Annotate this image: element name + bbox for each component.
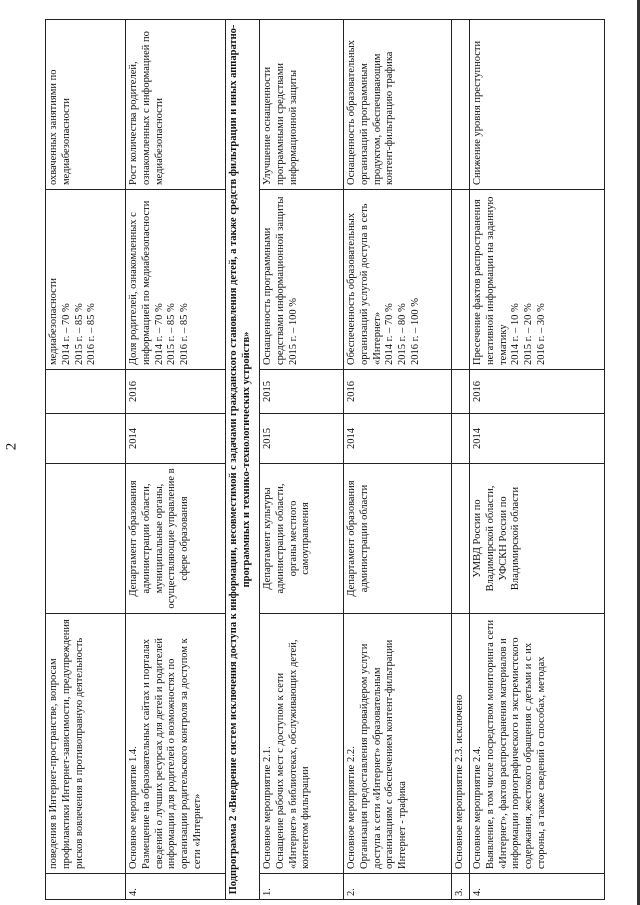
measure-cell: Основное мероприятие 2.1. Оснащение рабочих мест с доступом к сети «Интернет» в библиотеках, обслуживающих детей, контентом фильтрации [260,614,344,874]
row-number: 3. [452,874,470,900]
table-row [126,20,226,900]
indicator-cell: медиабезопасности 2014 г. – 70 % 2015 г. – 85 % 2016 г. – 85 % [46,190,126,370]
table-row [470,20,605,900]
table-row [452,20,470,900]
row-number: 2. [344,874,452,900]
table-row [260,20,344,900]
row-number: 4. [470,874,605,900]
end-year-cell: 2016 [470,370,605,414]
executor-cell: Департамент образования администрации области [344,464,452,614]
row-number [46,874,126,900]
end-year-cell [46,370,126,414]
executor-cell: Департамент образования администрации области, муниципальные органы, осуществляющие управление в сфере образования [126,464,226,614]
result-cell: Снижение уровня преступности [470,20,605,190]
program-table [45,19,605,900]
result-cell: Рост количества родителей, ознакомленных с информацией по медиабезопасности [126,20,226,190]
executor-cell: УМВД России по Владимирской области, УФСКН России по Владимирской области [470,464,605,614]
indicator-cell: Оснащенность программными средствами информационной защиты 2015 г. – 100 % [260,190,344,370]
end-year-cell: 2016 [344,370,452,414]
end-year-cell: 2016 [126,370,226,414]
indicator-cell: Обеспеченность образовательных организаций услугой доступа в сеть «Интернет» 2014 г. – 70 % 2015 г. – 80 % 2016 г. – 100 % [344,190,452,370]
row-number: 4. [126,874,226,900]
executor-cell [452,464,470,614]
start-year-cell: 2014 [344,414,452,464]
indicator-cell: Пресечение фактов распространения негативной информации на заданную тематику 2014 г. – 10 % 2015 г. – 20 % 2016 г. – 30 % [470,190,605,370]
executor-cell [46,464,126,614]
end-year-cell: 2015 [260,370,344,414]
indicator-cell: Доля родителей, ознакомленных с информацией по медиабезопасности 2014 г. – 70 % 2015 г. – 85 % 2016 г. – 85 % [126,190,226,370]
result-cell: Оснащенность образовательных организаций программным продуктом, обеспечивающим контент-фильтрацию трафика [344,20,452,190]
subprogram-row [226,20,260,900]
page-number: 2 [3,442,20,451]
result-cell: Улучшение оснащенности программными средствами информационной защиты [260,20,344,190]
table-row [46,20,126,900]
row-number: 1. [260,874,344,900]
table-row [344,20,452,900]
measure-cell: Основное мероприятие 2.4. Выявление, в том числе посредством мониторинга сети «Интернет», фактов распространения материалов и информации порнографического и экстремистского содержания, жестокого обращения с детьми и с их стороны, а также сведений о способах, методах [470,614,605,874]
subprogram-title: Подпрограмма 2 «Внедрение систем исключения доступа к информации, несовместимой с задачами гражданского становления детей, а также средств фильтрации и иных аппаратно-программных и технико-технологических устройств» [226,20,260,900]
measure-cell: Основное мероприятие 1.4. Размещение на образовательных сайтах и порталах сведений о лучших ресурсах для детей и родителей информации для родителей о возможностях по организации родительского контроля за доступом к сети «Интернет» [126,614,226,874]
measure-cell: Основное мероприятие 2.2. Организация предоставления провайдером услуги доступа к сети «Интернет» образовательным организациям с обеспечением контент-фильтрации Интернет - трафика [344,614,452,874]
result-cell [452,20,470,190]
start-year-cell [46,414,126,464]
executor-cell: Департамент культуры администрации области, органы местного самоуправления [260,464,344,614]
start-year-cell: 2014 [470,414,605,464]
measure-cell: поведения в Интернет-пространстве, вопросам профилактики Интернет-зависимости, предупреждения рисков вовлечения в противоправную деятельность [46,614,126,874]
end-year-cell [452,370,470,414]
start-year-cell [452,414,470,464]
start-year-cell: 2014 [126,414,226,464]
start-year-cell: 2015 [260,414,344,464]
result-cell: охваченных занятиями по медиабезопасности [46,20,126,190]
measure-cell: Основное мероприятие 2.3. исключено [452,614,470,874]
rotated-page [45,20,605,900]
indicator-cell [452,190,470,370]
